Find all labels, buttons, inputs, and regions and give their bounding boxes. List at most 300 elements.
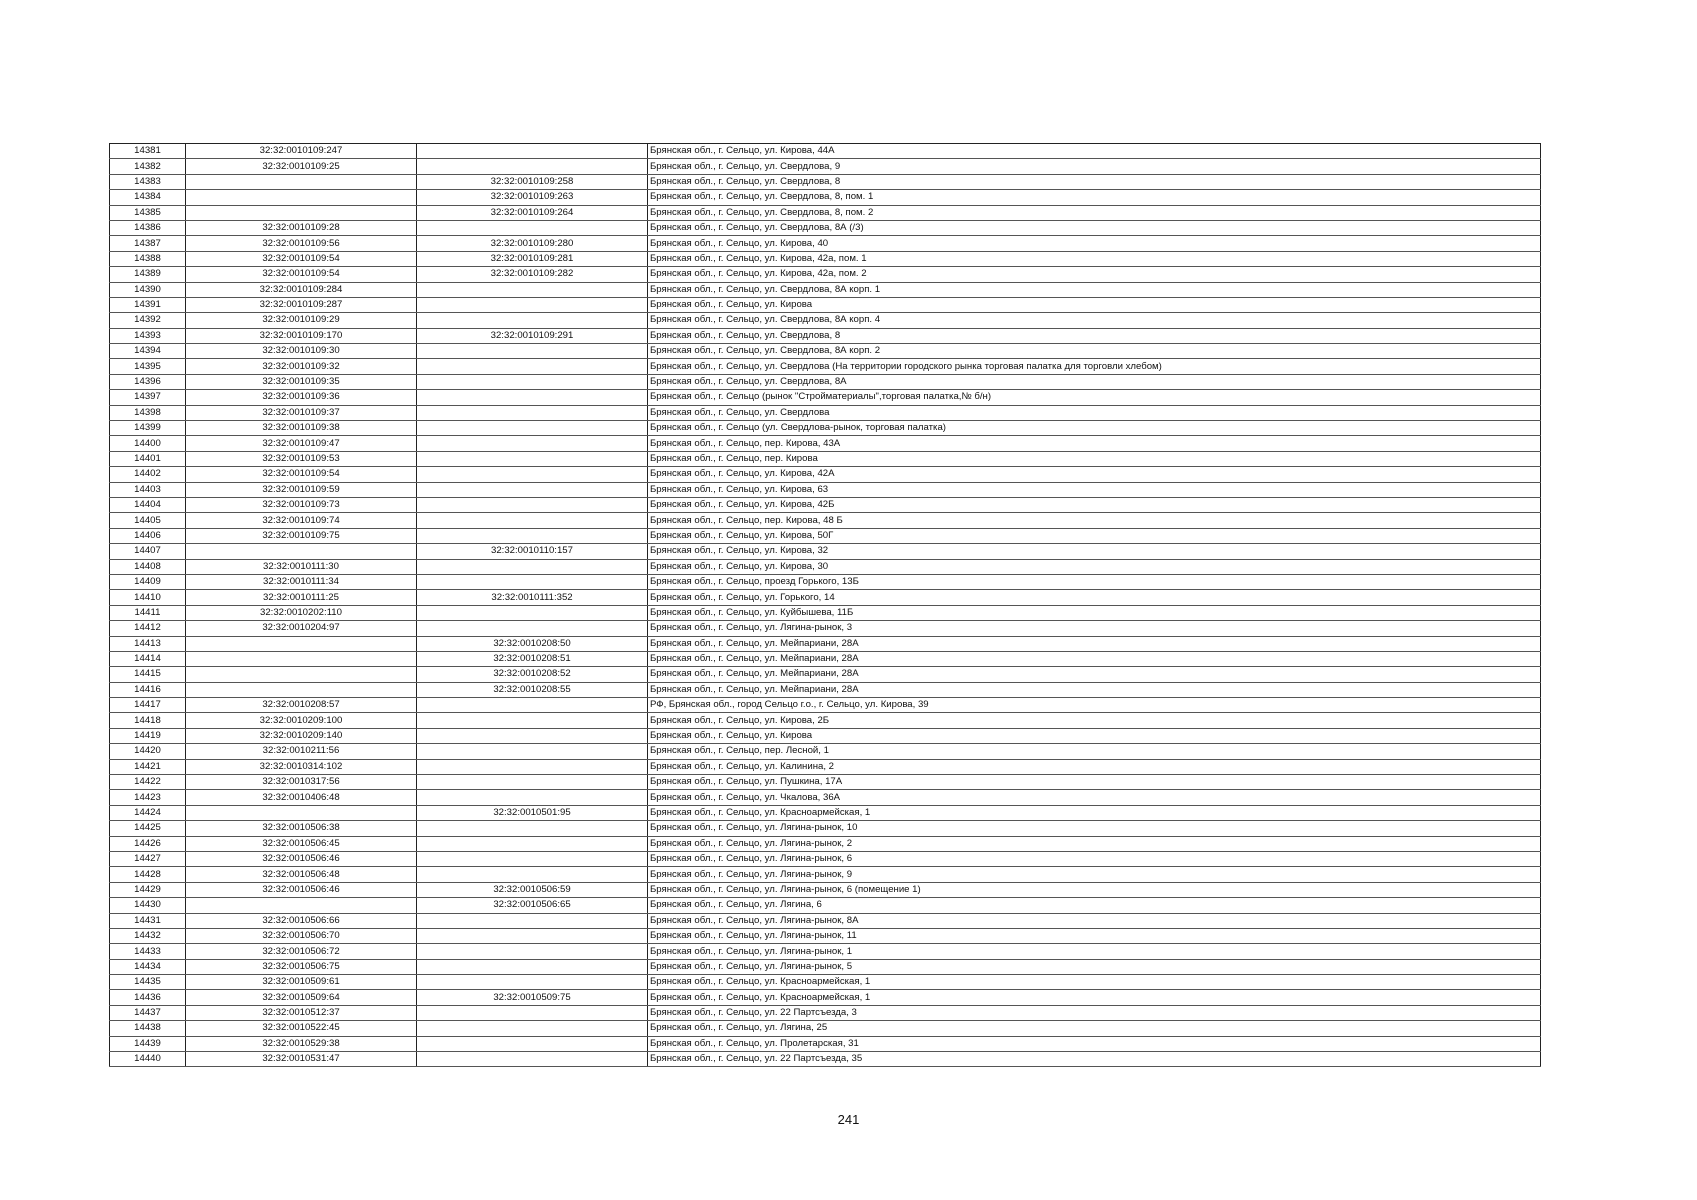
cadastral-number-cell: 32:32:0010109:36 (186, 390, 417, 405)
cadastral-number-cell: 32:32:0010509:61 (186, 975, 417, 990)
table-row (110, 436, 1541, 451)
address-cell: Брянская обл., г. Сельцо, ул. Красноармейская, 1 (648, 975, 1541, 990)
address-cell: Брянская обл., г. Сельцо, ул. Кирова (648, 728, 1541, 743)
cadastral-number-cell: 32:32:0010109:38 (186, 421, 417, 436)
address-cell: Брянская обл., г. Сельцо, ул. Свердлова, 8А (/3) (648, 220, 1541, 235)
address-cell: Брянская обл., г. Сельцо, ул. Лягина-рынок, 8А (648, 913, 1541, 928)
table-row (110, 682, 1541, 697)
table-row (110, 390, 1541, 405)
cadastral-number-cell: 32:32:0010506:48 (186, 867, 417, 882)
table-row (110, 790, 1541, 805)
related-cadastral-number-cell (417, 513, 648, 528)
address-cell: Брянская обл., г. Сельцо, ул. Куйбышева, 11Б (648, 605, 1541, 620)
address-cell: Брянская обл., г. Сельцо, ул. Мейпариани, 28А (648, 636, 1541, 651)
table-row (110, 728, 1541, 743)
table-row (110, 405, 1541, 420)
related-cadastral-number-cell: 32:32:0010109:258 (417, 174, 648, 189)
cadastral-number-cell: 32:32:0010529:38 (186, 1036, 417, 1051)
table-row (110, 528, 1541, 543)
row-number-cell: 14414 (110, 651, 186, 666)
cadastral-number-cell: 32:32:0010506:75 (186, 959, 417, 974)
table-row (110, 867, 1541, 882)
address-cell: Брянская обл., г. Сельцо, ул. Красноармейская, 1 (648, 990, 1541, 1005)
table-row (110, 190, 1541, 205)
related-cadastral-number-cell (417, 421, 648, 436)
row-number-cell: 14412 (110, 621, 186, 636)
address-cell: Брянская обл., г. Сельцо, пер. Кирова, 43А (648, 436, 1541, 451)
table-row (110, 975, 1541, 990)
row-number-cell: 14415 (110, 667, 186, 682)
related-cadastral-number-cell (417, 467, 648, 482)
related-cadastral-number-cell (417, 1005, 648, 1020)
address-cell: Брянская обл., г. Сельцо, ул. Лягина-рынок, 3 (648, 621, 1541, 636)
cadastral-number-cell: 32:32:0010109:25 (186, 159, 417, 174)
address-cell: Брянская обл., г. Сельцо, ул. Свердлова (648, 405, 1541, 420)
address-cell: Брянская обл., г. Сельцо, проезд Горького, 13Б (648, 574, 1541, 589)
table-row (110, 267, 1541, 282)
cadastral-number-cell: 32:32:0010531:47 (186, 1052, 417, 1067)
row-number-cell: 14384 (110, 190, 186, 205)
related-cadastral-number-cell (417, 698, 648, 713)
cadastral-number-cell: 32:32:0010512:37 (186, 1005, 417, 1020)
cadastral-number-cell: 32:32:0010109:47 (186, 436, 417, 451)
row-number-cell: 14431 (110, 913, 186, 928)
row-number-cell: 14390 (110, 282, 186, 297)
related-cadastral-number-cell: 32:32:0010208:52 (417, 667, 648, 682)
cadastral-number-cell (186, 190, 417, 205)
table-row (110, 636, 1541, 651)
table-row (110, 651, 1541, 666)
related-cadastral-number-cell (417, 959, 648, 974)
table-row (110, 667, 1541, 682)
related-cadastral-number-cell (417, 759, 648, 774)
row-number-cell: 14421 (110, 759, 186, 774)
table-row (110, 482, 1541, 497)
cadastral-number-cell: 32:32:0010209:100 (186, 713, 417, 728)
row-number-cell: 14418 (110, 713, 186, 728)
address-cell: Брянская обл., г. Сельцо, ул. Лягина-рынок, 1 (648, 944, 1541, 959)
row-number-cell: 14435 (110, 975, 186, 990)
table-row (110, 574, 1541, 589)
cadastral-number-cell (186, 651, 417, 666)
table-row (110, 159, 1541, 174)
cadastral-number-cell: 32:32:0010209:140 (186, 728, 417, 743)
address-cell: РФ, Брянская обл., город Сельцо г.о., г. Сельцо, ул. Кирова, 39 (648, 698, 1541, 713)
address-cell: Брянская обл., г. Сельцо, ул. Мейпариани, 28А (648, 667, 1541, 682)
row-number-cell: 14440 (110, 1052, 186, 1067)
address-cell: Брянская обл., г. Сельцо, ул. Калинина, 2 (648, 759, 1541, 774)
related-cadastral-number-cell (417, 313, 648, 328)
address-cell: Брянская обл., г. Сельцо, ул. Кирова, 42Б (648, 497, 1541, 512)
row-number-cell: 14397 (110, 390, 186, 405)
related-cadastral-number-cell: 32:32:0010109:282 (417, 267, 648, 282)
row-number-cell: 14426 (110, 836, 186, 851)
address-cell: Брянская обл., г. Сельцо (рынок "Стройматериалы",торговая палатка,№ б/н) (648, 390, 1541, 405)
table-row (110, 928, 1541, 943)
address-cell: Брянская обл., г. Сельцо, ул. Мейпариани, 28А (648, 682, 1541, 697)
address-cell: Брянская обл., г. Сельцо, ул. Пушкина, 17А (648, 775, 1541, 790)
address-cell: Брянская обл., г. Сельцо, ул. Кирова, 50Г (648, 528, 1541, 543)
address-cell: Брянская обл., г. Сельцо, ул. Лягина-рынок, 5 (648, 959, 1541, 974)
address-cell: Брянская обл., г. Сельцо, ул. Свердлова, 8А корп. 4 (648, 313, 1541, 328)
table-row (110, 344, 1541, 359)
table-row (110, 374, 1541, 389)
row-number-cell: 14394 (110, 344, 186, 359)
related-cadastral-number-cell: 32:32:0010501:95 (417, 805, 648, 820)
address-cell: Брянская обл., г. Сельцо, ул. Лягина-рынок, 6 (помещение 1) (648, 882, 1541, 897)
row-number-cell: 14383 (110, 174, 186, 189)
row-number-cell: 14409 (110, 574, 186, 589)
cadastral-number-cell: 32:32:0010314:102 (186, 759, 417, 774)
table-row (110, 559, 1541, 574)
row-number-cell: 14423 (110, 790, 186, 805)
row-number-cell: 14402 (110, 467, 186, 482)
table-row (110, 990, 1541, 1005)
cadastral-number-cell: 32:32:0010109:287 (186, 297, 417, 312)
address-cell: Брянская обл., г. Сельцо, ул. Пролетарская, 31 (648, 1036, 1541, 1051)
address-cell: Брянская обл., г. Сельцо, ул. Свердлова, 8А (648, 374, 1541, 389)
address-cell: Брянская обл., г. Сельцо, ул. Лягина-рынок, 2 (648, 836, 1541, 851)
cadastral-number-cell: 32:32:0010109:170 (186, 328, 417, 343)
related-cadastral-number-cell (417, 451, 648, 466)
related-cadastral-number-cell: 32:32:0010509:75 (417, 990, 648, 1005)
table-row (110, 359, 1541, 374)
related-cadastral-number-cell (417, 374, 648, 389)
row-number-cell: 14399 (110, 421, 186, 436)
row-number-cell: 14429 (110, 882, 186, 897)
related-cadastral-number-cell (417, 605, 648, 620)
related-cadastral-number-cell (417, 159, 648, 174)
cadastral-number-cell (186, 805, 417, 820)
related-cadastral-number-cell (417, 359, 648, 374)
table-row (110, 467, 1541, 482)
related-cadastral-number-cell (417, 390, 648, 405)
cadastral-number-cell: 32:32:0010317:56 (186, 775, 417, 790)
related-cadastral-number-cell (417, 821, 648, 836)
row-number-cell: 14437 (110, 1005, 186, 1020)
row-number-cell: 14392 (110, 313, 186, 328)
related-cadastral-number-cell: 32:32:0010208:55 (417, 682, 648, 697)
address-cell: Брянская обл., г. Сельцо, ул. Лягина-рынок, 11 (648, 928, 1541, 943)
address-cell: Брянская обл., г. Сельцо, ул. Горького, 14 (648, 590, 1541, 605)
table-row (110, 497, 1541, 512)
related-cadastral-number-cell (417, 775, 648, 790)
cadastral-number-cell (186, 898, 417, 913)
related-cadastral-number-cell (417, 1021, 648, 1036)
table-row (110, 882, 1541, 897)
related-cadastral-number-cell (417, 928, 648, 943)
address-cell: Брянская обл., г. Сельцо, ул. Лягина-рынок, 9 (648, 867, 1541, 882)
address-cell: Брянская обл., г. Сельцо, ул. Кирова, 44А (648, 144, 1541, 159)
address-cell: Брянская обл., г. Сельцо, ул. Кирова, 30 (648, 559, 1541, 574)
related-cadastral-number-cell: 32:32:0010208:51 (417, 651, 648, 666)
cadastral-number-cell: 32:32:0010109:28 (186, 220, 417, 235)
address-cell: Брянская обл., г. Сельцо, ул. Кирова (648, 297, 1541, 312)
row-number-cell: 14432 (110, 928, 186, 943)
row-number-cell: 14398 (110, 405, 186, 420)
related-cadastral-number-cell (417, 436, 648, 451)
cadastral-number-cell: 32:32:0010109:56 (186, 236, 417, 251)
address-cell: Брянская обл., г. Сельцо, ул. Лягина, 6 (648, 898, 1541, 913)
related-cadastral-number-cell (417, 144, 648, 159)
related-cadastral-number-cell (417, 574, 648, 589)
address-cell: Брянская обл., г. Сельцо, ул. Свердлова, 8А корп. 1 (648, 282, 1541, 297)
row-number-cell: 14385 (110, 205, 186, 220)
cadastral-number-cell: 32:32:0010109:37 (186, 405, 417, 420)
cadastral-number-cell: 32:32:0010111:34 (186, 574, 417, 589)
document-table (109, 143, 1541, 1067)
table-row (110, 328, 1541, 343)
address-cell: Брянская обл., г. Сельцо, ул. Кирова, 42а, пом. 1 (648, 251, 1541, 266)
table-row (110, 1005, 1541, 1020)
table-row (110, 590, 1541, 605)
related-cadastral-number-cell (417, 621, 648, 636)
cadastral-number-cell: 32:32:0010506:38 (186, 821, 417, 836)
related-cadastral-number-cell: 32:32:0010109:264 (417, 205, 648, 220)
row-number-cell: 14400 (110, 436, 186, 451)
address-cell: Брянская обл., г. Сельцо, пер. Кирова (648, 451, 1541, 466)
table-row (110, 959, 1541, 974)
row-number-cell: 14419 (110, 728, 186, 743)
cadastral-number-cell: 32:32:0010109:284 (186, 282, 417, 297)
row-number-cell: 14417 (110, 698, 186, 713)
row-number-cell: 14427 (110, 851, 186, 866)
address-cell: Брянская обл., г. Сельцо, ул. Кирова, 63 (648, 482, 1541, 497)
table-row (110, 944, 1541, 959)
cadastral-number-cell: 32:32:0010506:72 (186, 944, 417, 959)
row-number-cell: 14393 (110, 328, 186, 343)
table-row (110, 913, 1541, 928)
table-row (110, 1052, 1541, 1067)
cadastral-number-cell: 32:32:0010109:74 (186, 513, 417, 528)
cadastral-number-cell: 32:32:0010109:75 (186, 528, 417, 543)
row-number-cell: 14416 (110, 682, 186, 697)
row-number-cell: 14436 (110, 990, 186, 1005)
row-number-cell: 14389 (110, 267, 186, 282)
cadastral-number-cell: 32:32:0010109:73 (186, 497, 417, 512)
cadastral-number-cell: 32:32:0010509:64 (186, 990, 417, 1005)
row-number-cell: 14410 (110, 590, 186, 605)
related-cadastral-number-cell: 32:32:0010109:280 (417, 236, 648, 251)
cadastral-number-cell: 32:32:0010522:45 (186, 1021, 417, 1036)
table-row (110, 775, 1541, 790)
address-cell: Брянская обл., г. Сельцо, ул. Кирова, 32 (648, 544, 1541, 559)
table-row (110, 1021, 1541, 1036)
table-row (110, 851, 1541, 866)
cadastral-number-cell (186, 636, 417, 651)
row-number-cell: 14411 (110, 605, 186, 620)
cadastral-number-cell (186, 174, 417, 189)
cadastral-number-cell: 32:32:0010202:110 (186, 605, 417, 620)
row-number-cell: 14403 (110, 482, 186, 497)
address-cell: Брянская обл., г. Сельцо, ул. Свердлова, 9 (648, 159, 1541, 174)
related-cadastral-number-cell (417, 282, 648, 297)
table-row (110, 821, 1541, 836)
row-number-cell: 14424 (110, 805, 186, 820)
address-cell: Брянская обл., г. Сельцо, ул. Мейпариани, 28А (648, 651, 1541, 666)
related-cadastral-number-cell (417, 1052, 648, 1067)
row-number-cell: 14391 (110, 297, 186, 312)
table-row (110, 144, 1541, 159)
related-cadastral-number-cell (417, 913, 648, 928)
table-row (110, 836, 1541, 851)
table-row (110, 898, 1541, 913)
address-cell: Брянская обл., г. Сельцо, ул. Кирова, 2Б (648, 713, 1541, 728)
related-cadastral-number-cell: 32:32:0010109:263 (417, 190, 648, 205)
cadastral-number-cell: 32:32:0010506:70 (186, 928, 417, 943)
row-number-cell: 14420 (110, 744, 186, 759)
row-number-cell: 14401 (110, 451, 186, 466)
cadastral-number-cell: 32:32:0010109:54 (186, 267, 417, 282)
address-cell: Брянская обл., г. Сельцо, ул. Кирова, 40 (648, 236, 1541, 251)
cadastral-number-cell: 32:32:0010506:46 (186, 882, 417, 897)
cadastral-number-cell: 32:32:0010506:46 (186, 851, 417, 866)
row-number-cell: 14405 (110, 513, 186, 528)
cadastral-number-cell (186, 205, 417, 220)
table-row (110, 236, 1541, 251)
page-number: 241 (837, 1112, 860, 1127)
related-cadastral-number-cell (417, 528, 648, 543)
cadastral-number-cell: 32:32:0010506:66 (186, 913, 417, 928)
row-number-cell: 14439 (110, 1036, 186, 1051)
table-row (110, 451, 1541, 466)
table-row (110, 251, 1541, 266)
address-cell: Брянская обл., г. Сельцо, ул. Свердлова, 8 (648, 174, 1541, 189)
address-cell: Брянская обл., г. Сельцо, ул. Кирова, 42а, пом. 2 (648, 267, 1541, 282)
table-row (110, 282, 1541, 297)
cadastral-number-cell: 32:32:0010506:45 (186, 836, 417, 851)
related-cadastral-number-cell (417, 851, 648, 866)
row-number-cell: 14404 (110, 497, 186, 512)
row-number-cell: 14382 (110, 159, 186, 174)
related-cadastral-number-cell: 32:32:0010506:59 (417, 882, 648, 897)
address-cell: Брянская обл., г. Сельцо, ул. Свердлова (На территории городского рынка торговая палатка для торговли хлебом) (648, 359, 1541, 374)
cadastral-number-cell (186, 667, 417, 682)
related-cadastral-number-cell: 32:32:0010208:50 (417, 636, 648, 651)
table-row (110, 621, 1541, 636)
cadastral-number-cell: 32:32:0010109:59 (186, 482, 417, 497)
address-cell: Брянская обл., г. Сельцо, ул. Кирова, 42А (648, 467, 1541, 482)
row-number-cell: 14387 (110, 236, 186, 251)
table-row (110, 220, 1541, 235)
cadastral-number-cell: 32:32:0010111:25 (186, 590, 417, 605)
address-cell: Брянская обл., г. Сельцо, ул. Свердлова, 8, пом. 1 (648, 190, 1541, 205)
related-cadastral-number-cell: 32:32:0010109:291 (417, 328, 648, 343)
related-cadastral-number-cell (417, 975, 648, 990)
table-row (110, 513, 1541, 528)
table-row (110, 698, 1541, 713)
address-cell: Брянская обл., г. Сельцо, ул. Лягина, 25 (648, 1021, 1541, 1036)
related-cadastral-number-cell (417, 728, 648, 743)
address-cell: Брянская обл., г. Сельцо, ул. Чкалова, 36А (648, 790, 1541, 805)
address-cell: Брянская обл., г. Сельцо, ул. Красноармейская, 1 (648, 805, 1541, 820)
related-cadastral-number-cell (417, 482, 648, 497)
related-cadastral-number-cell (417, 944, 648, 959)
row-number-cell: 14430 (110, 898, 186, 913)
cadastral-number-cell: 32:32:0010109:32 (186, 359, 417, 374)
related-cadastral-number-cell (417, 297, 648, 312)
row-number-cell: 14388 (110, 251, 186, 266)
address-cell: Брянская обл., г. Сельцо, ул. Лягина-рынок, 10 (648, 821, 1541, 836)
related-cadastral-number-cell (417, 867, 648, 882)
address-cell: Брянская обл., г. Сельцо, пер. Кирова, 48 Б (648, 513, 1541, 528)
address-cell: Брянская обл., г. Сельцо, ул. 22 Партсъезда, 3 (648, 1005, 1541, 1020)
table-row (110, 174, 1541, 189)
row-number-cell: 14433 (110, 944, 186, 959)
table-row (110, 313, 1541, 328)
cadastral-number-cell (186, 682, 417, 697)
table-row (110, 744, 1541, 759)
related-cadastral-number-cell (417, 744, 648, 759)
table-row (110, 1036, 1541, 1051)
address-cell: Брянская обл., г. Сельцо, ул. Свердлова, 8, пом. 2 (648, 205, 1541, 220)
cadastral-number-cell: 32:32:0010109:247 (186, 144, 417, 159)
related-cadastral-number-cell: 32:32:0010109:281 (417, 251, 648, 266)
table-row (110, 605, 1541, 620)
related-cadastral-number-cell: 32:32:0010506:65 (417, 898, 648, 913)
table-row (110, 713, 1541, 728)
related-cadastral-number-cell: 32:32:0010110:157 (417, 544, 648, 559)
table-row (110, 759, 1541, 774)
cadastral-number-cell: 32:32:0010208:57 (186, 698, 417, 713)
related-cadastral-number-cell (417, 220, 648, 235)
row-number-cell: 14425 (110, 821, 186, 836)
row-number-cell: 14438 (110, 1021, 186, 1036)
related-cadastral-number-cell (417, 790, 648, 805)
related-cadastral-number-cell (417, 836, 648, 851)
cadastral-number-cell: 32:32:0010109:35 (186, 374, 417, 389)
row-number-cell: 14407 (110, 544, 186, 559)
row-number-cell: 14428 (110, 867, 186, 882)
table-row (110, 544, 1541, 559)
row-number-cell: 14381 (110, 144, 186, 159)
cadastral-number-cell: 32:32:0010109:54 (186, 467, 417, 482)
cadastral-number-cell: 32:32:0010109:53 (186, 451, 417, 466)
address-cell: Брянская обл., г. Сельцо (ул. Свердлова-рынок, торговая палатка) (648, 421, 1541, 436)
cadastral-number-cell: 32:32:0010406:48 (186, 790, 417, 805)
row-number-cell: 14396 (110, 374, 186, 389)
table-body (110, 144, 1541, 1067)
related-cadastral-number-cell (417, 344, 648, 359)
address-cell: Брянская обл., г. Сельцо, ул. Свердлова, 8А корп. 2 (648, 344, 1541, 359)
address-cell: Брянская обл., г. Сельцо, ул. 22 Партсъезда, 35 (648, 1052, 1541, 1067)
cadastral-number-cell: 32:32:0010109:29 (186, 313, 417, 328)
related-cadastral-number-cell (417, 497, 648, 512)
related-cadastral-number-cell (417, 405, 648, 420)
table-row (110, 805, 1541, 820)
related-cadastral-number-cell (417, 559, 648, 574)
cadastral-number-cell: 32:32:0010111:30 (186, 559, 417, 574)
cadastral-number-cell: 32:32:0010211:56 (186, 744, 417, 759)
row-number-cell: 14422 (110, 775, 186, 790)
row-number-cell: 14395 (110, 359, 186, 374)
row-number-cell: 14406 (110, 528, 186, 543)
related-cadastral-number-cell: 32:32:0010111:352 (417, 590, 648, 605)
row-number-cell: 14413 (110, 636, 186, 651)
address-cell: Брянская обл., г. Сельцо, ул. Свердлова, 8 (648, 328, 1541, 343)
cadastral-number-cell: 32:32:0010109:30 (186, 344, 417, 359)
row-number-cell: 14408 (110, 559, 186, 574)
cadastral-number-cell: 32:32:0010204:97 (186, 621, 417, 636)
cadastral-number-cell: 32:32:0010109:54 (186, 251, 417, 266)
related-cadastral-number-cell (417, 1036, 648, 1051)
table-row (110, 421, 1541, 436)
related-cadastral-number-cell (417, 713, 648, 728)
address-cell: Брянская обл., г. Сельцо, пер. Лесной, 1 (648, 744, 1541, 759)
cadastral-number-cell (186, 544, 417, 559)
address-cell: Брянская обл., г. Сельцо, ул. Лягина-рынок, 6 (648, 851, 1541, 866)
row-number-cell: 14386 (110, 220, 186, 235)
